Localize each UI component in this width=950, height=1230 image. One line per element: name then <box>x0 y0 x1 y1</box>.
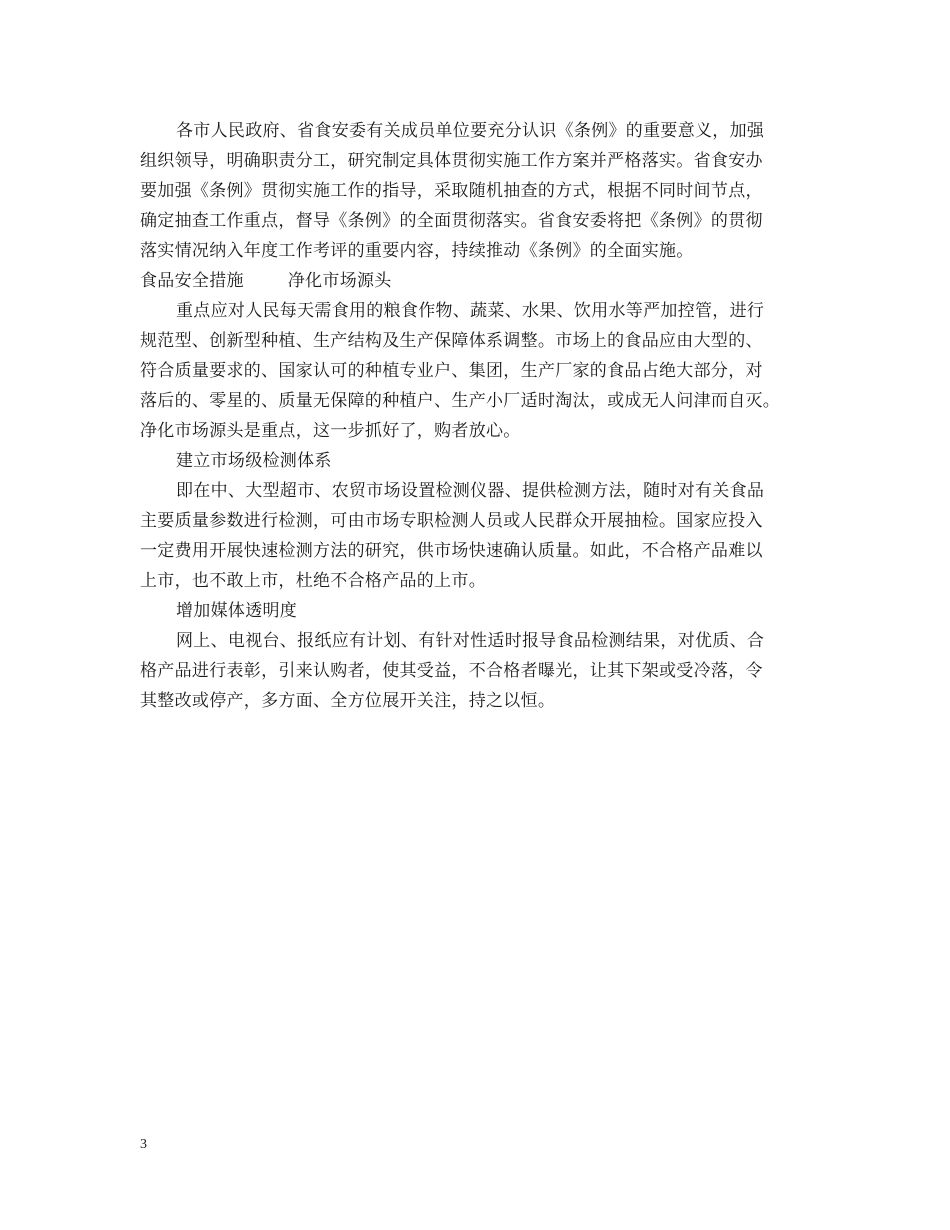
paragraph-implementation <box>140 116 820 266</box>
text-line: 落后的、零星的、质量无保障的种植户、生产小厂适时淘汰，或成无人问津而自灭。 <box>140 391 781 411</box>
text-line: 各市人民政府、省食安委有关成员单位要充分认识《条例》的重要意义，加强 <box>176 121 765 141</box>
text-line: 落实情况纳入年度工作考评的重要内容，持续推动《条例》的全面实施。 <box>140 241 694 261</box>
section-heading-testing-system: 建立市场级检测体系 <box>176 451 332 471</box>
paragraph-market-source <box>140 296 820 446</box>
text-line: 即在中、大型超市、农贸市场设置检测仪器、提供检测方法，随时对有关食品 <box>176 481 765 501</box>
text-line: 网上、电视台、报纸应有计划、有针对性适时报导食品检测结果，对优质、合 <box>176 631 765 651</box>
text-line: 格产品进行表彰，引来认购者，使其受益，不合格者曝光，让其下架或受冷落，令 <box>140 661 763 681</box>
text-line: 净化市场源头是重点，这一步抓好了，购者放心。 <box>140 421 521 441</box>
heading-right: 净化市场源头 <box>287 271 392 291</box>
text-line: 确定抽查工作重点，督导《条例》的全面贯彻落实。省食安委将把《条例》的贯彻 <box>140 211 763 231</box>
section-heading-food-safety <box>140 266 820 296</box>
heading-left: 食品安全措施 <box>140 271 244 291</box>
text-line: 主要质量参数进行检测，可由市场专职检测人员或人民群众开展抽检。国家应投入 <box>140 511 763 531</box>
document-body <box>140 116 820 716</box>
section-heading-media-transparency: 增加媒体透明度 <box>176 601 298 621</box>
text-line: 要加强《条例》贯彻实施工作的指导，采取随机抽查的方式，根据不同时间节点， <box>140 181 763 201</box>
paragraph-testing <box>140 476 820 596</box>
page-number: 3 <box>140 1137 147 1152</box>
paragraph-media <box>140 626 820 716</box>
text-line: 符合质量要求的、国家认可的种植专业户、集团，生产厂家的食品占绝大部分，对 <box>140 361 763 381</box>
text-line: 其整改或停产，多方面、全方位展开关注，持之以恒。 <box>140 691 556 711</box>
text-line: 重点应对人民每天需食用的粮食作物、蔬菜、水果、饮用水等严加控管，进行 <box>176 301 765 321</box>
text-line: 一定费用开展快速检测方法的研究，供市场快速确认质量。如此，不合格产品难以 <box>140 541 763 561</box>
text-line: 上市，也不敢上市，杜绝不合格产品的上市。 <box>140 571 486 591</box>
text-line: 组织领导，明确职责分工，研究制定具体贯彻实施工作方案并严格落实。省食安办 <box>140 151 763 171</box>
text-line: 规范型、创新型种植、生产结构及生产保障体系调整。市场上的食品应由大型的、 <box>140 331 763 351</box>
